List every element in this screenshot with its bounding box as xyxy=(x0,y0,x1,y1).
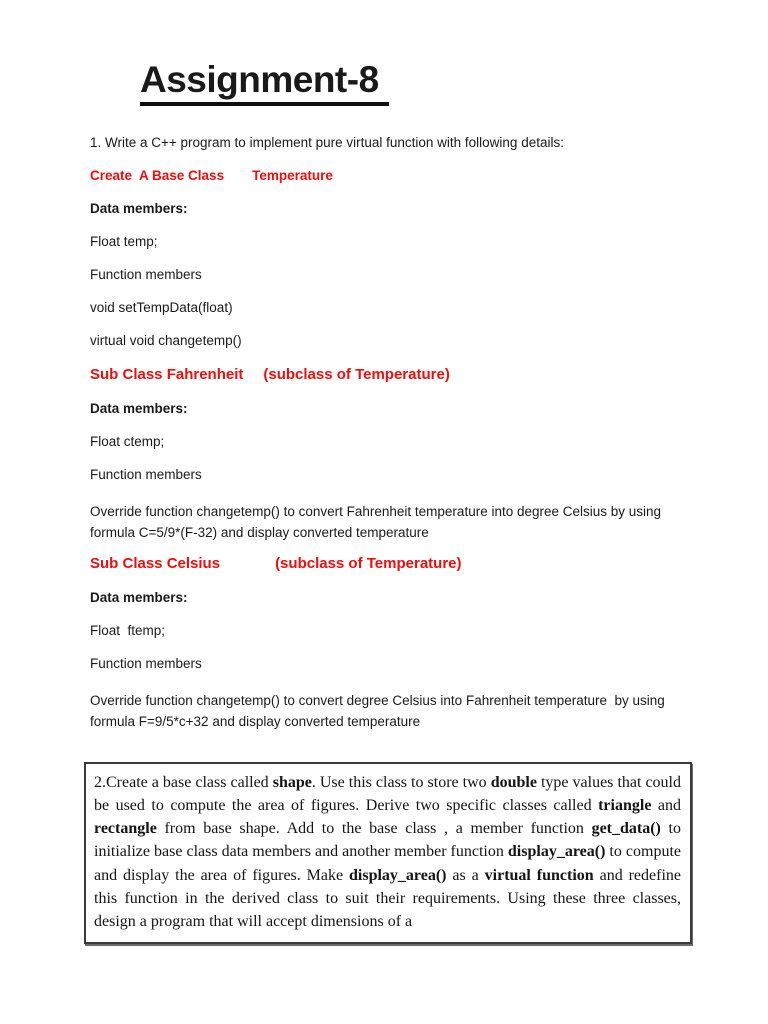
base-function-members-label: Function members xyxy=(90,266,202,282)
fahrenheit-heading xyxy=(90,367,690,383)
question1-intro: 1. Write a C++ program to implement pure virtual function with following details: xyxy=(90,134,564,150)
base-class-label: Create A Base Class xyxy=(90,167,225,183)
base-data-member: Float temp; xyxy=(90,233,158,249)
celsius-data-members-label: Data members: xyxy=(90,589,188,605)
fahrenheit-subclass-note: (subclass of Temperature) xyxy=(263,365,450,383)
fahrenheit-function-members-label: Function members xyxy=(90,466,202,482)
question2-box: 2.Create a base class called shape. Use this class to store two double type values that could be used to compute the area of figures. Derive two specific classes called triangle and rectangle from base shape. Add to the base class , a member function get_data() to initialize base class data members and another member function display_area() to compute and display the area of figures. Make display_area() as a virtual function and redefine this function in the derived class to suit their requirements. Using these three classes, design a program that will accept dimensions of a xyxy=(84,762,692,944)
question1-section xyxy=(90,136,690,732)
fahrenheit-description: Override function changetemp() to convert Fahrenheit temperature into degree Celsius by using formula C=5/9*(F-32) and display converted temperature xyxy=(90,503,665,540)
base-class-heading xyxy=(90,169,690,183)
base-data-members-label: Data members: xyxy=(90,200,188,216)
celsius-function-members-label: Function members xyxy=(90,655,202,671)
celsius-heading-label: Sub Class Celsius xyxy=(90,554,221,572)
base-function-2: virtual void changetemp() xyxy=(90,332,242,348)
fahrenheit-heading-label: Sub Class Fahrenheit xyxy=(90,365,244,383)
celsius-subclass-note: (subclass of Temperature) xyxy=(275,554,462,572)
page-title: Assignment-8 xyxy=(140,60,389,106)
base-function-1: void setTempData(float) xyxy=(90,299,233,315)
base-class-name: Temperature xyxy=(252,167,333,183)
celsius-description: Override function changetemp() to convert degree Celsius into Fahrenheit temperature by using formula F=9/5*c+32 and display converted temperature xyxy=(90,692,669,729)
celsius-data-member: Float ftemp; xyxy=(90,622,166,638)
fahrenheit-data-member: Float ctemp; xyxy=(90,433,165,449)
fahrenheit-data-members-label: Data members: xyxy=(90,400,188,416)
celsius-heading xyxy=(90,556,690,572)
